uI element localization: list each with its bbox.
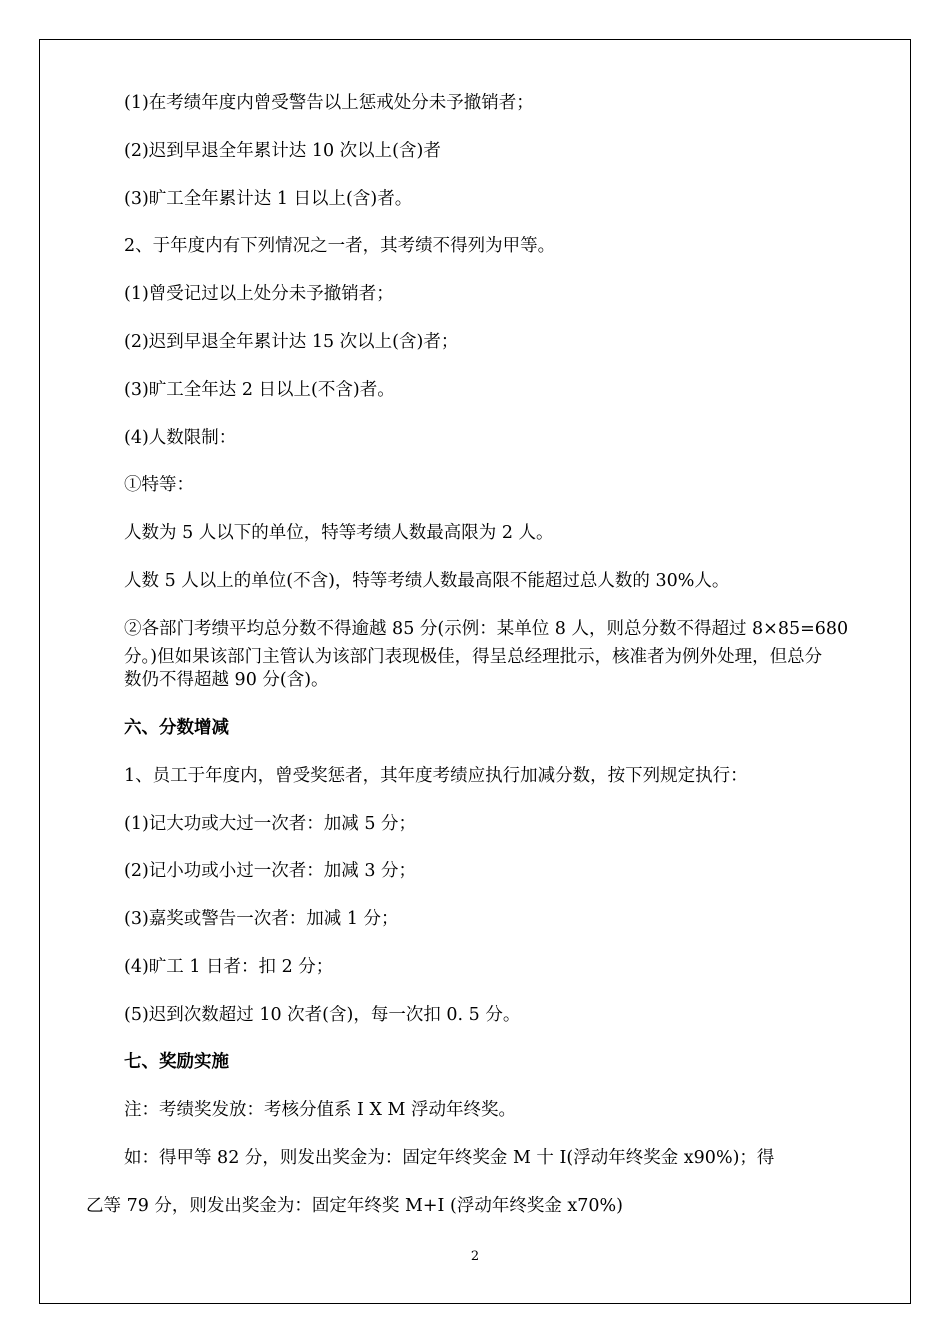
list-item: (4)旷工 1 日者：扣 2 分； [124, 957, 334, 977]
section-heading: 七、奖励实施 [124, 1052, 229, 1072]
paragraph-line: ②各部门考缋平均总分数不得逾越 85 分(示例：某单位 8 人，则总分数不得超过 8×85=680 [124, 619, 849, 639]
list-item: 人数 5 人以上的单位(不含)，特等考绩人数最高限不能超过总人数的 30%人。 [124, 571, 730, 591]
list-item: 2、于年度内有下列情况之一者，其考绩不得列为甲等。 [124, 236, 556, 256]
list-item: (1)记大功或大过一次者：加减 5 分； [124, 814, 417, 834]
list-item: (4)人数限制： [124, 428, 237, 448]
page-number: 2 [470, 1249, 480, 1264]
list-item: (5)迟到次数超过 10 次者(含)，每一次扣 0. 5 分。 [124, 1005, 521, 1025]
list-item: (2)记小功或小过一次者：加减 3 分； [124, 861, 417, 881]
list-item: 人数为 5 人以下的单位，特等考绩人数最高限为 2 人。 [124, 523, 554, 543]
list-item: (3)嘉奖或警告一次者：加减 1 分； [124, 909, 399, 929]
list-item: (3)旷工全年累计达 1 日以上(含)者。 [124, 189, 413, 209]
list-item: (2)迟到早退全年累计达 15 次以上(含)者； [124, 332, 459, 352]
list-item: (2)迟到早退全年累计达 10 次以上(含)者 [124, 141, 441, 161]
list-item: (1)曾受记过以上处分未予撤销者； [124, 284, 394, 304]
paragraph-line: 分。)但如果该部门主管认为该部门表现极佳，得呈总经理批示，核准者为例外处理，但总分 [124, 647, 823, 667]
example-line: 如：得甲等 82 分，则发出奖金为：固定年终奖金 M 十 I(浮动年终奖金 x90%)；得 [124, 1148, 775, 1168]
paragraph-line: 数仍不得超越 90 分(含)。 [124, 670, 329, 690]
list-item: (3)旷工全年达 2 日以上(不含)者。 [124, 380, 395, 400]
example-line: 乙等 79 分，则发出奖金为：固定年终奖 M+I (浮动年终奖金 x70%) [86, 1196, 623, 1216]
section-heading: 六、分数增减 [124, 718, 229, 738]
list-item: (1)在考绩年度内曾受警告以上惩戒处分未予撤销者； [124, 93, 534, 113]
list-item: ①特等： [124, 475, 194, 495]
list-item: 1、员工于年度内，曾受奖惩者，其年度考绩应执行加减分数，按下列规定执行： [124, 766, 748, 786]
note-line: 注：考绩奖发放：考核分值系 I X M 浮动年终奖。 [124, 1100, 517, 1120]
